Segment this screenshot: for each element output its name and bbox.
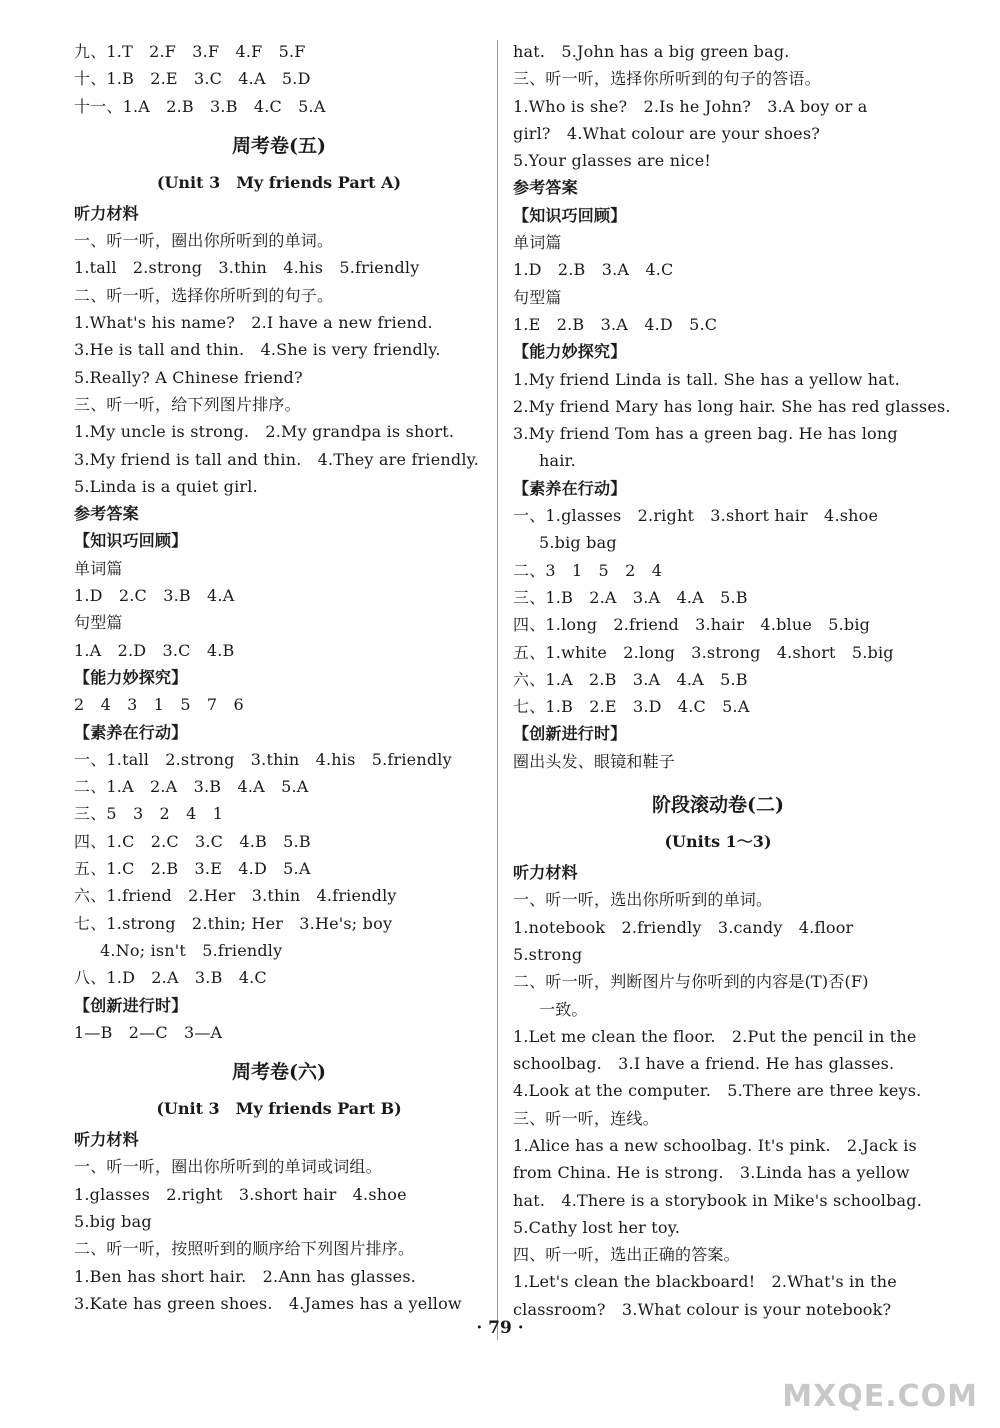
text-line: 1.tall 2.strong 3.thin 4.his 5.friendly bbox=[74, 258, 420, 278]
text-line: 1.Let me clean the floor. 2.Put the pencil in the bbox=[513, 1026, 917, 1046]
text-line: 三、听一听，连线。 bbox=[513, 1108, 659, 1128]
answer-line: 八、1.D 2.A 3.B 4.C bbox=[74, 968, 267, 988]
answer-line: 五、1.white 2.long 3.strong 4.short 5.big bbox=[513, 642, 894, 662]
answer-line: 二、3 1 5 2 4 bbox=[513, 560, 663, 580]
answer-line: 三、1.B 2.A 3.A 4.A 5.B bbox=[513, 587, 748, 607]
text-line: 1.notebook 2.friendly 3.candy 4.floor bbox=[513, 917, 854, 937]
answer-line: 一、1.glasses 2.right 3.short hair 4.shoe bbox=[513, 506, 879, 526]
answer-line: 十一、1.A 2.B 3.B 4.C 5.A bbox=[74, 96, 326, 116]
page-number: · 79 · bbox=[476, 1318, 524, 1338]
section-subtitle: (Unit 3 My friends Part B) bbox=[156, 1099, 402, 1119]
answer-line: 1.D 2.B 3.A 4.C bbox=[513, 260, 674, 280]
text-line: 一致。 bbox=[539, 999, 588, 1019]
section-subtitle: (Units 1～3) bbox=[664, 832, 772, 852]
text-line: 1.glasses 2.right 3.short hair 4.shoe bbox=[74, 1184, 407, 1204]
answer-line: 十、1.B 2.E 3.C 4.A 5.D bbox=[74, 69, 311, 89]
answer-line: 一、1.tall 2.strong 3.thin 4.his 5.friendly bbox=[74, 749, 452, 769]
answers-label: 参考答案 bbox=[74, 504, 139, 524]
text-line: 二、听一听，选择你所听到的句子。 bbox=[74, 285, 334, 305]
answer-line: 1.A 2.D 3.C 4.B bbox=[74, 640, 235, 660]
answer-line: 二、1.A 2.A 3.B 4.A 5.A bbox=[74, 777, 309, 797]
text-line: 四、听一听，选出正确的答案。 bbox=[513, 1245, 740, 1265]
text-line: hat. 4.There is a storybook in Mike's schoolbag. bbox=[513, 1190, 922, 1210]
listening-label: 听力材料 bbox=[513, 863, 578, 883]
text-line: 三、听一听，给下列图片排序。 bbox=[74, 394, 301, 414]
text-line: hat. 5.John has a big green bag. bbox=[513, 42, 790, 61]
text-line: 3.My friend is tall and thin. 4.They are friendly. bbox=[74, 449, 480, 469]
watermark-logo bbox=[782, 1342, 990, 1422]
text-line: classroom? 3.What colour is your notebook? bbox=[513, 1299, 892, 1319]
sentence-label: 句型篇 bbox=[74, 613, 123, 633]
answer-line: 三、5 3 2 4 1 bbox=[74, 804, 224, 824]
section-title: 周考卷(六) bbox=[232, 1061, 326, 1084]
text-line: schoolbag. 3.I have a friend. He has glasses. bbox=[513, 1054, 895, 1074]
text-line: 1.Ben has short hair. 2.Ann has glasses. bbox=[74, 1266, 417, 1286]
answer-line: hair. bbox=[539, 451, 576, 471]
answer-line: 四、1.long 2.friend 3.hair 4.blue 5.big bbox=[513, 615, 871, 635]
answers-label: 参考答案 bbox=[513, 178, 578, 198]
answer-line: 1.D 2.C 3.B 4.A bbox=[74, 586, 235, 606]
text-line: 5.Your glasses are nice! bbox=[513, 151, 712, 171]
text-line: 一、听一听，圈出你所听到的单词或词组。 bbox=[74, 1157, 382, 1177]
answer-line: 七、1.strong 2.thin; Her 3.He's; boy bbox=[74, 913, 393, 933]
text-line: 三、听一听，选择你所听到的句子的答语。 bbox=[513, 69, 821, 89]
review-label: 【知识巧回顾】 bbox=[74, 531, 188, 551]
action-label: 【素养在行动】 bbox=[74, 722, 188, 742]
innovate-label: 【创新进行时】 bbox=[74, 995, 188, 1015]
answer-line: 2 4 3 1 5 7 6 bbox=[74, 695, 244, 715]
review-label: 【知识巧回顾】 bbox=[513, 205, 627, 225]
answer-line: 4.No; isn't 5.friendly bbox=[100, 940, 283, 960]
text-line: 3.Kate has green shoes. 4.James has a yellow bbox=[74, 1293, 462, 1313]
text-line: 1.Let's clean the blackboard! 2.What's in the bbox=[513, 1272, 897, 1292]
right-column bbox=[513, 38, 951, 1323]
answer-line: 1—B 2—C 3—A bbox=[74, 1022, 223, 1042]
answer-line: 5.big bag bbox=[539, 533, 617, 553]
answer-line: 圈出头发、眼镜和鞋子 bbox=[513, 751, 676, 771]
text-line: 一、听一听，选出你所听到的单词。 bbox=[513, 890, 773, 910]
text-line: 4.Look at the computer. 5.There are three keys. bbox=[513, 1081, 922, 1101]
explore-label: 【能力妙探究】 bbox=[74, 667, 188, 687]
section-title: 周考卷(五) bbox=[232, 134, 326, 157]
answer-line: 3.My friend Tom has a green bag. He has long bbox=[513, 424, 898, 444]
answer-line: 1.E 2.B 3.A 4.D 5.C bbox=[513, 314, 718, 334]
text-line: 5.Cathy lost her toy. bbox=[513, 1217, 681, 1237]
text-line: 3.He is tall and thin. 4.She is very friendly. bbox=[74, 340, 441, 360]
vocab-label: 单词篇 bbox=[513, 233, 562, 253]
answer-line: 1.My friend Linda is tall. She has a yellow hat. bbox=[513, 369, 900, 389]
text-line: 1.Who is she? 2.Is he John? 3.A boy or a bbox=[513, 96, 868, 116]
text-line: 1.What's his name? 2.I have a new friend. bbox=[74, 313, 433, 333]
action-label: 【素养在行动】 bbox=[513, 478, 627, 498]
watermark-text: MXQE.COM bbox=[782, 1379, 978, 1414]
answer-line: 六、1.friend 2.Her 3.thin 4.friendly bbox=[74, 886, 397, 906]
vocab-label: 单词篇 bbox=[74, 558, 123, 578]
text-line: 5.strong bbox=[513, 944, 583, 964]
answer-line: 六、1.A 2.B 3.A 4.A 5.B bbox=[513, 669, 748, 689]
text-line: girl? 4.What colour are your shoes? bbox=[513, 123, 821, 143]
section-subtitle: (Unit 3 My friends Part A) bbox=[156, 172, 402, 192]
explore-label: 【能力妙探究】 bbox=[513, 342, 627, 362]
answer-line: 七、1.B 2.E 3.D 4.C 5.A bbox=[513, 697, 750, 717]
listening-label: 听力材料 bbox=[74, 203, 139, 223]
answer-line: 九、1.T 2.F 3.F 4.F 5.F bbox=[74, 42, 306, 61]
text-line: 1.My uncle is strong. 2.My grandpa is short. bbox=[74, 422, 455, 442]
left-column bbox=[74, 38, 484, 1317]
listening-label: 听力材料 bbox=[74, 1130, 139, 1150]
answer-line: 四、1.C 2.C 3.C 4.B 5.B bbox=[74, 831, 311, 851]
text-line: 5.Linda is a quiet girl. bbox=[74, 476, 258, 496]
text-line: 二、听一听，判断图片与你听到的内容是(T)否(F) bbox=[513, 972, 869, 992]
text-line: 1.Alice has a new schoolbag. It's pink. 2.Jack is bbox=[513, 1135, 917, 1155]
section-title: 阶段滚动卷(二) bbox=[652, 794, 784, 817]
text-line: 二、听一听，按照听到的顺序给下列图片排序。 bbox=[74, 1239, 415, 1259]
column-divider bbox=[497, 40, 498, 1340]
sentence-label: 句型篇 bbox=[513, 287, 562, 307]
innovate-label: 【创新进行时】 bbox=[513, 724, 627, 744]
answer-line: 2.My friend Mary has long hair. She has red glasses. bbox=[513, 396, 951, 416]
text-line: 5.big bag bbox=[74, 1211, 152, 1231]
text-line: 5.Really? A Chinese friend? bbox=[74, 367, 303, 387]
answer-line: 五、1.C 2.B 3.E 4.D 5.A bbox=[74, 859, 311, 879]
text-line: 一、听一听，圈出你所听到的单词。 bbox=[74, 231, 334, 251]
text-line: from China. He is strong. 3.Linda has a yellow bbox=[513, 1163, 910, 1183]
